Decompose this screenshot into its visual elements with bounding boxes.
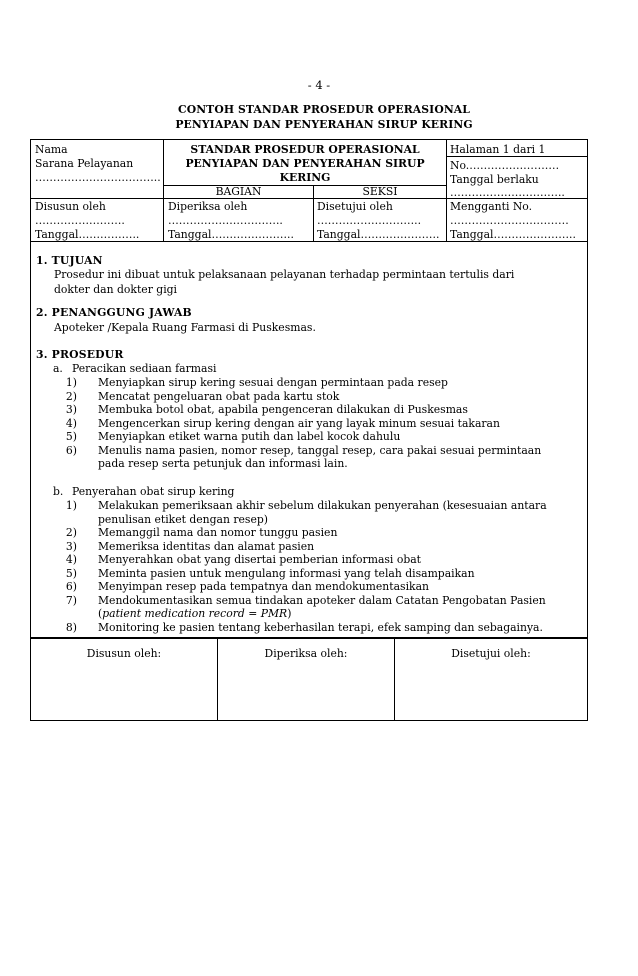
document-title [0,102,638,132]
b-item-text: Memeriksa identitas dan alamat pasien [98,539,315,553]
sig-col-disusun [31,639,218,720]
b-item-text: Memanggil nama dan nomor tunggu pasien [98,526,338,539]
diperiksa-tanggal: Tanggal………………….. [168,228,294,241]
halaman-label: Halaman 1 dari 1 [450,143,546,156]
tujuan-heading: 1. TUJUAN [36,254,103,267]
disusun-tanggal: Tanggal…………….. [35,228,140,241]
bagian-label: BAGIAN [215,185,262,198]
sop-title-1: STANDAR PROSEDUR OPERASIONAL [190,143,420,156]
b-item-number: 3) [65,539,77,553]
sarana-field: …………………………….. [35,171,161,184]
b-item-number: 5) [65,566,77,580]
nama-label: Nama [35,143,68,156]
b-item-continuation: penulisan etiket dengan resep) [98,512,268,526]
title-line-1: CONTOH STANDAR PROSEDUR OPERASIONAL [178,103,470,116]
mengganti-tanggal: Tanggal………………….. [450,228,576,241]
title-line-2: PENYIAPAN DAN PENYERAHAN SIRUP KERING [175,118,473,131]
b-item-number: 1) [65,499,77,512]
prosedur-heading: 3. PROSEDUR [36,348,124,361]
tujuan-text-2: dokter dan dokter gigi [54,283,178,296]
disusun-label: Disusun oleh [35,200,106,213]
a-item-text: Menyiapkan etiket warna putih dan label kocok dahulu [98,430,401,443]
b-item-number: 2) [65,526,77,539]
subsection-a-title: Peracikan sediaan farmasi [72,362,217,375]
a-item-number: 6) [65,443,77,457]
a-item-text: Mengencerkan sirup kering dengan air yang layak minum sesuai takaran [98,416,500,430]
a-item-number: 1) [65,376,77,389]
disetujui-tanggal: Tanggal…………………. [317,228,440,241]
a-item-text: Mencatat pengeluaran obat pada kartu stok [98,389,340,403]
signature-table [30,638,588,721]
page-number: - 4 - [307,78,331,92]
sig-col-disetujui [395,639,587,720]
a-item-text: Menulis nama pasien, nomor resep, tanggal resep, cara pakai sesuai permintaan [98,443,542,457]
sarana-label: Sarana Pelayanan [35,157,134,170]
pj-text: Apoteker /Kepala Ruang Farmasi di Puskesmas. [54,321,316,334]
b-item-text: Monitoring ke pasien tentang keberhasilan terapi, efek samping dan sebagainya. [98,620,543,634]
sop-title-3: KERING [279,171,331,184]
mengganti-field: …………………………… [450,214,569,227]
a-item-number: 3) [65,403,77,416]
subsection-b-label: b. [53,485,64,498]
a-item-text: Menyiapkan sirup kering sesuai dengan permintaan pada resep [98,376,448,389]
a-item-number: 2) [65,389,77,403]
b-item-text: Melakukan pemeriksaan akhir sebelum dilakukan penyerahan (kesesuaian antara [98,499,547,512]
a-item-continuation: pada resep serta petunjuk dan informasi lain. [98,457,348,470]
subsection-a-label: a. [53,362,63,375]
disetujui-label: Disetujui oleh [317,200,393,213]
b-item-number: 6) [65,580,77,593]
b-item-text: Menyimpan resep pada tempatnya dan mendokumentasikan [98,580,429,593]
b-item-text: Menyerahkan obat yang disertai pemberian informasi obat [98,553,422,566]
a-item-number: 4) [65,416,77,430]
sop-title-2: PENYIAPAN DAN PENYERAHAN SIRUP [185,157,425,170]
procedure-body [30,241,588,638]
sig-disetujui-label: Disetujui oleh: [451,647,531,660]
diperiksa-field: ………………………….. [168,214,283,227]
tanggal-berlaku-label: Tanggal berlaku [450,173,539,186]
b-item-number: 4) [65,553,77,566]
a-item-number: 5) [65,430,77,443]
sig-diperiksa-label: Diperiksa oleh: [264,647,348,660]
b-item-number: 8) [65,620,77,634]
diperiksa-label: Diperiksa oleh [168,200,248,213]
seksi-label: SEKSI [362,185,398,198]
mengganti-label: Mengganti No. [450,200,533,213]
no-field: No.……………………. [450,159,559,172]
tanggal-berlaku-field: ………………………….. [450,186,565,199]
b-item-text: Mendokumentasikan semua tindakan apoteker dalam Catatan Pengobatan Pasien [98,593,546,607]
a-item-text: Membuka botol obat, apabila pengenceran dilakukan di Puskesmas [98,403,468,416]
b-item-text: Meminta pasien untuk mengulang informasi yang telah disampaikan [98,566,475,580]
subsection-b-title: Penyerahan obat sirup kering [72,485,235,498]
disetujui-field: ……………………….. [317,214,422,227]
sig-disusun-label: Disusun oleh: [86,647,162,660]
sig-col-diperiksa [218,639,395,720]
sop-header-table [30,139,588,242]
pj-heading: 2. PENANGGUNG JAWAB [36,306,192,319]
tujuan-text-1: Prosedur ini dibuat untuk pelaksanaan pelayanan terhadap permintaan tertulis dari [54,268,515,281]
disusun-field: ……………………. [35,214,125,227]
b-item-number: 7) [65,593,77,607]
b-item-continuation: (patient medication record = PMR) [98,607,292,620]
